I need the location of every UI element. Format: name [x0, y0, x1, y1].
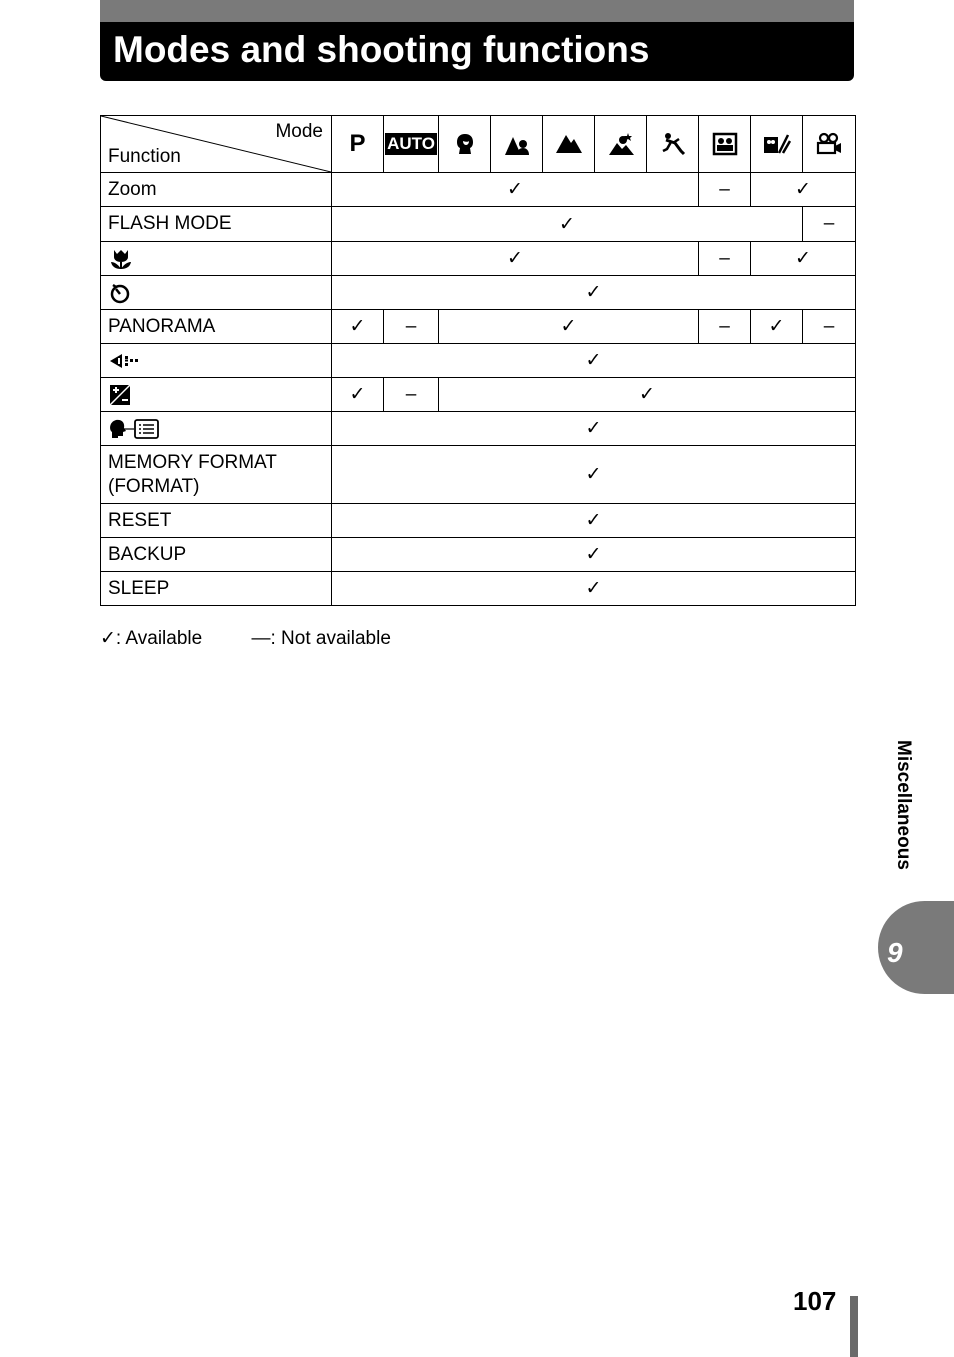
cell-available: ✓ — [439, 310, 699, 344]
legend — [100, 627, 391, 650]
row-label-macro — [101, 242, 332, 276]
table-row-macro — [101, 242, 856, 276]
cell-available: ✓ — [751, 173, 856, 207]
table-row-sleep — [101, 572, 856, 606]
row-label-panorama: PANORAMA — [101, 310, 332, 344]
row-label-memory-format — [101, 446, 332, 504]
modes-table — [100, 115, 856, 606]
landscape-mode-icon — [543, 116, 595, 173]
row-label-self-timer — [101, 276, 332, 310]
cell-available: ✓ — [332, 446, 856, 504]
memory-format-line2: (FORMAT) — [108, 475, 200, 497]
cell-not-available: – — [803, 310, 856, 344]
cell-available: ✓ — [332, 242, 699, 276]
legend-not-available: —: Not available — [251, 628, 391, 649]
row-label-sleep: SLEEP — [101, 572, 332, 606]
cell-not-available: – — [384, 310, 439, 344]
auto-mode-badge: AUTO — [387, 134, 435, 153]
portrait-mode-icon — [439, 116, 491, 173]
landscape-portrait-mode-icon — [491, 116, 543, 173]
program-mode-letter: P — [349, 130, 366, 157]
cell-available: ✓ — [332, 276, 856, 310]
legend-available: ✓: Available — [100, 628, 203, 649]
cell-available: ✓ — [332, 378, 384, 412]
function-label: Function — [108, 146, 181, 167]
row-label-zoom: Zoom — [101, 173, 332, 207]
chapter-name: Miscellaneous — [893, 740, 914, 870]
mode-label: Mode — [275, 121, 323, 142]
title-bar — [100, 0, 854, 81]
cell-available: ✓ — [332, 207, 803, 242]
header-row — [101, 116, 856, 173]
cell-not-available: – — [699, 242, 751, 276]
table-row-memory-format — [101, 446, 856, 504]
table-row-self-timer — [101, 276, 856, 310]
cell-available: ✓ — [332, 310, 384, 344]
beep-icon — [108, 350, 140, 372]
movie-mode-icon — [803, 116, 856, 173]
self-portrait-mode-icon — [699, 116, 751, 173]
cell-available: ✓ — [332, 504, 856, 538]
row-label-language — [101, 412, 332, 446]
row-label-flash-mode: FLASH MODE — [101, 207, 332, 242]
sports-mode-icon — [647, 116, 699, 173]
table-row-language — [101, 412, 856, 446]
title-bar-top-stripe — [100, 0, 854, 22]
table-row-beep — [101, 344, 856, 378]
corner-header — [101, 116, 332, 173]
page-bar — [850, 1296, 858, 1357]
cell-not-available: – — [803, 207, 856, 242]
scene-modes-icon — [751, 116, 803, 173]
page-number: 107 — [793, 1286, 837, 1316]
macro-icon — [108, 248, 134, 270]
chapter-number: 9 — [887, 937, 903, 968]
cell-available: ✓ — [332, 173, 699, 207]
table-row-flash-mode — [101, 207, 856, 242]
memory-format-line1: MEMORY FORMAT — [108, 451, 277, 473]
night-scene-mode-icon — [595, 116, 647, 173]
self-timer-icon — [108, 282, 134, 304]
table-row-zoom — [101, 173, 856, 207]
cell-available: ✓ — [439, 378, 856, 412]
exposure-compensation-icon — [108, 384, 134, 406]
language-icon — [108, 418, 160, 440]
cell-not-available: – — [699, 173, 751, 207]
cell-available: ✓ — [332, 538, 856, 572]
cell-available: ✓ — [332, 412, 856, 446]
chapter-tab — [878, 901, 954, 994]
row-label-beep — [101, 344, 332, 378]
table-row-reset — [101, 504, 856, 538]
cell-not-available: – — [699, 310, 751, 344]
cell-available: ✓ — [751, 242, 856, 276]
row-label-exposure-compensation — [101, 378, 332, 412]
cell-available: ✓ — [332, 572, 856, 606]
page-title: Modes and shooting functions — [113, 29, 650, 70]
table-row-exposure-compensation — [101, 378, 856, 412]
chapter-side-label — [884, 740, 920, 900]
row-label-reset: RESET — [101, 504, 332, 538]
auto-mode-icon — [384, 116, 439, 173]
program-mode-icon — [332, 116, 384, 173]
cell-not-available: – — [384, 378, 439, 412]
row-label-backup: BACKUP — [101, 538, 332, 572]
cell-available: ✓ — [332, 344, 856, 378]
table-row-backup — [101, 538, 856, 572]
table-row-panorama — [101, 310, 856, 344]
cell-available: ✓ — [751, 310, 803, 344]
